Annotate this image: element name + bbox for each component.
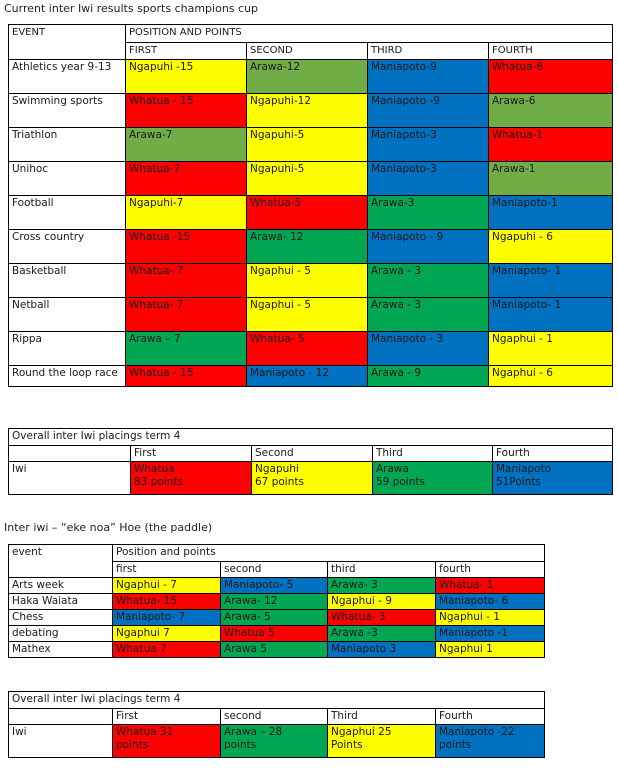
result-cell: Whatua- 1 [436,578,545,594]
result-cell: Arawa - 3 [368,264,489,298]
col-second: SECOND [247,43,368,60]
result-cell: Ngapuhi-7 [126,196,247,230]
result-cell: Arawa - 9 [368,366,489,387]
overall2-col-second: second [221,709,328,725]
overall2-row-label: Iwi [9,725,113,758]
placing-cell [221,725,328,758]
placing-iwi: Arawa – 28 [224,726,283,738]
table-row [9,366,613,387]
event-name: Athletics year 9-13 [9,60,126,94]
result-cell: Maniapoto -1 [436,626,545,642]
event-name: Basketball [9,264,126,298]
result-cell: Maniapoto- 1 [489,298,613,332]
table-row [9,578,545,594]
event-name: Netball [9,298,126,332]
result-cell: Arawa -3 [328,626,436,642]
table-row [9,60,613,94]
sports-rows [9,60,613,387]
placing-cell [131,462,252,495]
result-cell: Whatua- 15 [113,594,221,610]
result-cell: Maniapoto- 7 [113,610,221,626]
table-row [9,264,613,298]
result-cell: Arawa – 7 [126,332,247,366]
result-cell: Arawa 5 [221,642,328,658]
overall-placings-table-2 [8,691,545,758]
table-row [9,128,613,162]
event-name: Rippa [9,332,126,366]
overall1-col-second: Second [252,446,373,462]
result-cell: Whatua- 5 [247,332,368,366]
paddle-col-second: second [221,562,328,578]
placing-points: 67 points [255,476,304,488]
table-row [9,332,613,366]
event-name: Chess [9,610,113,626]
table-row [9,162,613,196]
result-cell: Maniapoto - 12 [247,366,368,387]
paddle-position-header: Position and points [113,545,545,562]
event-name: Cross country [9,230,126,264]
placing-cell [436,725,545,758]
result-cell: Ngapuhi-12 [247,94,368,128]
placing-cell [328,725,436,758]
table-row [9,298,613,332]
event-header: EVENT [9,25,126,60]
result-cell: Arawa-1 [489,162,613,196]
result-cell: Ngaphui - 1 [489,332,613,366]
overall1-col-first: First [131,446,252,462]
paddle-caption: Inter iwi – “eke noa” Hoe (the paddle) [4,521,213,534]
result-cell: Arawa- 5 [221,610,328,626]
paddle-event-header: event [9,545,113,578]
event-name: Triathlon [9,128,126,162]
result-cell: Ngapuhi -15 [126,60,247,94]
placing-iwi: Maniapoto [496,463,552,475]
result-cell: Maniapoto-9 [368,60,489,94]
placing-points: Points [331,739,363,751]
position-header: POSITION AND POINTS [126,25,613,43]
result-cell: Ngapuhi-5 [247,128,368,162]
event-name: Arts week [9,578,113,594]
result-cell: Ngaphui - 9 [328,594,436,610]
table-row [9,230,613,264]
result-cell: Maniapoto 3 [328,642,436,658]
overall1-blank [9,446,131,462]
overall1-title: Overall inter Iwi placings term 4 [9,429,613,446]
result-cell: Arawa-12 [247,60,368,94]
paddle-col-third: third [328,562,436,578]
sports-caption: Current inter Iwi results sports champions cup [4,2,259,15]
result-cell: Maniapoto-3 [368,128,489,162]
event-name: Round the loop race [9,366,126,387]
overall2-blank [9,709,113,725]
event-name: Mathex [9,642,113,658]
result-cell: Maniapoto-1 [489,196,613,230]
overall-placings-table-1 [8,428,613,495]
paddle-rows [9,578,545,658]
result-cell: Arawa - 3 [368,298,489,332]
overall2-col-first: First [113,709,221,725]
result-cell: Arawa- 12 [221,594,328,610]
placing-iwi: Ngapuhi [255,463,299,475]
result-cell: Whatua - 15 [126,366,247,387]
placing-points: points [224,739,257,751]
placing-points: 83 points [134,476,183,488]
result-cell: Ngaphui 7 [113,626,221,642]
result-cell: Arawa- 12 [247,230,368,264]
result-cell: Maniapoto- 1 [489,264,613,298]
result-cell: Ngapuhi - 6 [489,230,613,264]
result-cell: Ngaphui 1 [436,642,545,658]
col-first: FIRST [126,43,247,60]
table-row [9,610,545,626]
event-name: Football [9,196,126,230]
result-cell: Whatua-7 [126,162,247,196]
paddle-results-table [8,544,545,658]
placing-iwi: Ngaphui 25 [331,726,392,738]
result-cell: Ngaphui - 6 [489,366,613,387]
placing-iwi: Arawa [376,463,409,475]
table-row [9,626,545,642]
event-name: Swimming sports [9,94,126,128]
col-third: THIRD [368,43,489,60]
result-cell: Whatua 5 [221,626,328,642]
result-cell: Whatua-1 [489,128,613,162]
placing-points: 59 points [376,476,425,488]
result-cell: Arawa- 3 [328,578,436,594]
result-cell: Whatua 7 [113,642,221,658]
placing-iwi: Maniapoto -22 [439,726,515,738]
result-cell: Maniapoto - 3 [368,332,489,366]
result-cell: Maniapoto-3 [368,162,489,196]
result-cell: Ngaphui - 7 [113,578,221,594]
placing-points: points [439,739,472,751]
placing-points: 51Points [496,476,541,488]
placing-cell [252,462,373,495]
table-row [9,94,613,128]
result-cell: Arawa-7 [126,128,247,162]
col-fourth: FOURTH [489,43,613,60]
event-name: Unihoc [9,162,126,196]
result-cell: Whatua -15 [126,230,247,264]
result-cell: Whatua- 7 [126,298,247,332]
overall2-col-third: Third [328,709,436,725]
result-cell: Whatua-6 [489,60,613,94]
overall1-row-label: Iwi [9,462,131,495]
result-cell: Whatua- 3 [328,610,436,626]
placing-cell [373,462,493,495]
overall2-col-fourth: Fourth [436,709,545,725]
event-name: Haka Waiata [9,594,113,610]
paddle-col-fourth: fourth [436,562,545,578]
result-cell: Maniapoto -9 [368,94,489,128]
sports-results-table [8,24,613,387]
table-row [9,196,613,230]
result-cell: Ngapuhi-5 [247,162,368,196]
overall1-col-fourth: Fourth [493,446,613,462]
table-row [9,594,545,610]
event-name: debating [9,626,113,642]
placing-cell [113,725,221,758]
paddle-col-first: first [113,562,221,578]
result-cell: Whatua - 15 [126,94,247,128]
result-cell: Arawa-6 [489,94,613,128]
placing-iwi: Whatua [134,463,175,475]
result-cell: Maniapoto - 9 [368,230,489,264]
result-cell: Ngaphui - 5 [247,264,368,298]
result-cell: Arawa-3 [368,196,489,230]
result-cell: Whatua-5 [247,196,368,230]
overall1-col-third: Third [373,446,493,462]
result-cell: Ngaphui - 5 [247,298,368,332]
placing-cell [493,462,613,495]
placing-points: points [116,739,149,751]
result-cell: Whatua- 7 [126,264,247,298]
result-cell: Ngaphui - 1 [436,610,545,626]
placing-iwi: Whatua 31 [116,726,174,738]
result-cell: Maniapoto- 6 [436,594,545,610]
result-cell: Maniapoto- 5 [221,578,328,594]
overall2-title: Overall inter Iwi placings term 4 [9,692,545,709]
table-row [9,642,545,658]
